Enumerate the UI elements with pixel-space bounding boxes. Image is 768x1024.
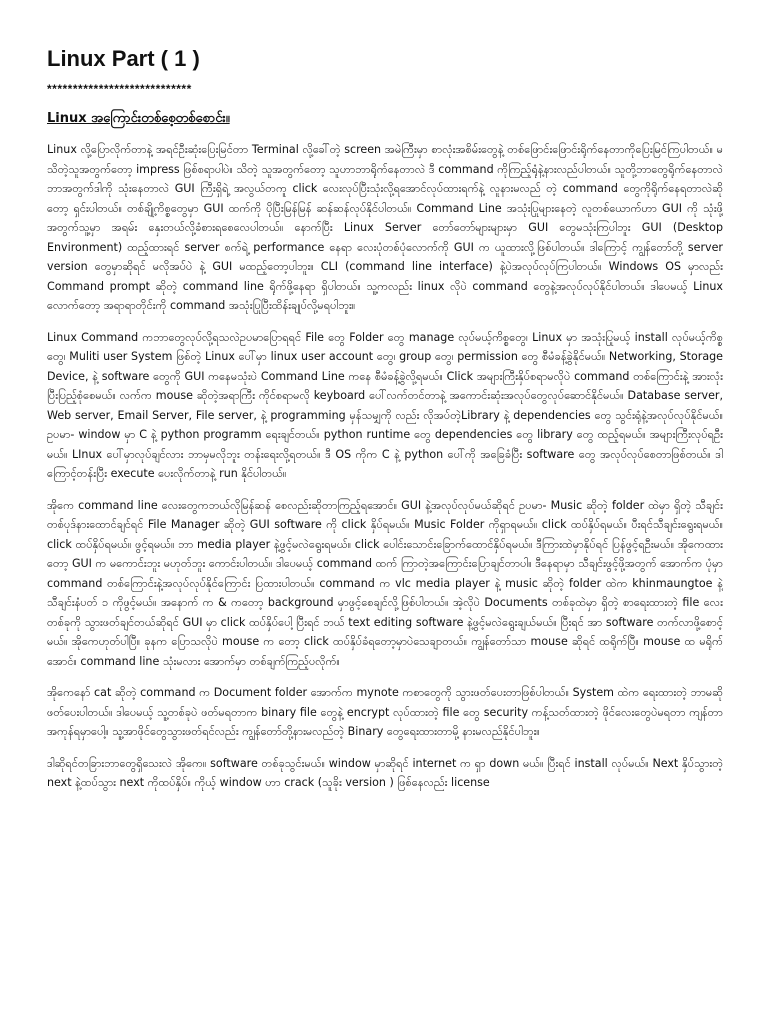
paragraph-command-line-speed: အိုကေ command line လေးတွေကဘယ်လိုမြန်ဆန် စေလည်းဆိုတာကြည့်ရအောင်။ GUI နဲ့အလုပ်လုပ်မယ်ဆိုရင် ဥပမာ- Music ဆိုတဲ့ folder ထဲမှာ ရှိတဲ့ သီချင်းတစ်ပုဒ်နားထောင်ချင်ရင် File Manager ဆိုတဲ့ GUI software ကို click နှိပ်ရမယ်။ Music Folder ကိုရှာရမယ်။ click ထပ်နှိပ်ရမယ်။ ပီးရင်သီချင်းရွေးရမယ်။ click ထပ်နှိပ်ရမယ်။ ဖွင့်ရမယ်။ ဘာ media player နဲ့ဖွင့်မလဲရွေးရမယ်။ click ပေါင်းသောင်းခြောက်ထောင်နှိပ်ရမယ်။ ဒီကြားထဲမှာနိုပ်ရင် ပြန်ဖွင့်ရဦးမယ်။ အိုကေထားတော့ GUI က မကောင်းဘူး မဟုတ်ဘူး ကောင်းပါတယ်။ ဒါပေမယ့် command ထက် ကြာတဲ့အကြောင်းပြောချင်တာပါ။ ဒီနေရာမှာ သီချင်းဖွင့်ဖို့အတွက် အောက်က ပုံမှာ command တစ်ကြောင်းနဲ့အလုပ်လုပ်နိုင်ကြောင်း ပြထားပါတယ်။ command က vlc media player နဲ့ music ဆိုတဲ့ folder ထဲက khinmaungtoe နဲ့ သီချင်းနံပတ် ၁ ကိုဖွင့်မယ်။ အနောက် က & ကတော့ background မှာဖွင့်စေချင်လို့ဖြစ်ပါတယ်။ အဲ့လိုပဲ Documents တစ်ခုထဲမှာ ရှိတဲ့ စာရေးထားတဲ့ file လေးတစ်ခုကို သွားဖတ်ချင်တယ်ဆိုရင် GUI မှာ click ထပ်နှိပ်ပေါ့ ပြီးရင် ဘယ် text editing software နဲ့ဖွင့်မလဲရွေးချယ်မယ်။ ပြီးရင် အာ software တက်လာဖို့စောင့်မယ်။ အိုကေဟုတ်ပါပြီ။ ခုနက ပြောသလိုပဲ mouse က တော့ click ထပ်နှိပ်ခံရတော့မှာပဲသေချာတယ်။ ကျွန်တော်သာ mouse ဆိုရင် ထရိုက်ပြီ။ mouse ထ မရိုက်အောင်။ command line သုံးမလား အောက်မှာ တစ်ချက်ကြည့်ပလိုက်။ bbox=[47, 498, 723, 668]
document-page bbox=[47, 44, 723, 1014]
document-title: Linux Part ( 1 ) bbox=[47, 46, 200, 71]
paragraph-software-install: ဒါဆိုရင်တခြားဘာတွေရှိသေးလဲ အိုကေ။ software တစ်ခုသွင်းမယ်။ window မှာဆိုရင် internet က ရှာ down မယ်။ ပြီးရင် install လုပ်မယ်။ Next နှိပ်သွားတဲ့ next နဲ့ထပ်သွား next ကိုထပ်နှိပ်။ ကိုယ့် window ဟာ crack (သူခိုး version ) ဖြစ်နေလည်း license bbox=[47, 756, 723, 789]
paragraph-linux-command-uses: Linux Command ကဘာတွေလုပ်လို့ရသလဲဥပမာပြောရရင် File တွေ Folder တွေ manage လုပ်မယ့်ကိစ္စတွေ၊ Linux မှာ အသုံးပြုမယ့် install လုပ်မယ့်ကိစ္စတွေ၊ Muliti user System ဖြစ်တဲ့ Linux ပေါ်မှာ linux user account တွေ၊ group တွေ၊ permission တွေ စီမံခန့်ခွဲနိုင်မယ်။ Networking, Storage Device, နဲ့ software တွေကို GUI ကနေမသုံးပဲ Command Line ကနေ စီမံခန့်ခွဲလို့ရမယ်။ Click အများကြီးနှိပ်စရာမလိုပဲ command တစ်ကြောင်းနဲ့ အားလုံးပြီးပြည့်စုံစေမယ်။ လက်က mouse ဆိုတဲ့အရာကြီး ကိုင်စရာမလို keyboard ပေါ်လက်တင်တာနဲ့ အကောင်းဆုံးအလုပ်တွေလုပ်ဆောင်နိုင်မယ်။ Database server, Web server, Email Server, File server, နဲ့ programming မှန်သမျှကို လည်း လိုအပ်တဲ့Library နဲ့ dependencies တွေ သွင်းရုံနဲ့အလုပ်လုပ်နိုင်မယ်။ ဥပမာ- window မှာ C နဲ့ python programm ရေးချင်တယ်။ python runtime တွေ dependencies တွေ library တွေ ထည့်ရမယ်။ အများကြီးလုပ်ရဦးမယ်။ LInux ပေါ်မှာလုပ်ချင်လား ဘာမှမလိုဘူး တန်းရေးလို့ရတယ်။ ဒီ OS ကိုက C နဲ့ python ပေါ်ကို အခြေခံပြီး software တွေ အလုပ်လုပ်စေတာဖြစ်တယ်။ ဒါကြောင့်တန်းပြီး execute ပေးလိုက်တာနဲ့ run နိုင်ပါတယ်။ bbox=[47, 330, 723, 480]
section-heading: Linux အကြောင်းတစ်စေ့တစ်စောင်း။ bbox=[47, 111, 230, 126]
paragraph-cat-command: အိုကေနော် cat ဆိုတဲ့ command က Document folder အောက်က mynote ကစာတွေကို သွားဖတ်ပေးတာဖြစ်ပါတယ်။ System ထဲက ရေးထားတဲ့ ဘာမဆိုဖတ်ပေးပါတယ်။ ဒါပေမယ့် သူ့တစ်ခုပဲ ဖတ်မရတာက binary file တွေနဲ့ encrypt လုပ်ထားတဲ့ file တွေ security ကန့်သတ်ထားတဲ့ ဖိုင်လေးတွေပဲမရတာ ကျန်တာအကုန်ရမှာပေါ့။ သူ့အာဖိုင်တွေသွားဖတ်ရင်လည်း ကျွန်တော်တို့နားမလည်တဲ့ Binary တွေရေးထားတာမို့ နားမလည်နိုင်ပါဘူး။ bbox=[47, 686, 723, 738]
paragraph-intro: Linux လို့ပြောလိုက်တာနဲ့ အရင်ဦးဆုံးပြေးမြင်တာ Terminal လို့ခေါ်တဲ့ screen အမဲကြီးမှာ စာလုံးအစိမ်းတွေနဲ့ တစ်ဖြောင်းဖြောင်းရိုက်နေတာကိုပြေးမြင်ကြပါတယ်။ မသိတဲ့သူအတွက်တော့ impress ဖြစ်စရာပါပဲ။ သိတဲ့ သူအတွက်တော့ သူဟာဘာရိုက်နေတာလဲ ဒီ command ကိုကြည့်ရုံနဲ့နားလည်ပါတယ်။ သူတို့ဘာတွေရိုက်နေတာလဲ ဘာအတွက်ဒါကို သုံးနေတာလဲ GUI ကြီးရှိရဲ့ အလွယ်တကူ click လေးလုပ်ပြီးသုံးလို့ရအောင်လုပ်ထားရက်နဲ့ လူနားမလည် တဲ့ command တွေကိုရိုက်နေရတာလဲဆိုတော့ ရှင်းပါတယ်။ တစ်ချို့ကိစ္စတွေမှာ GUI ထက်ကို ပိုပြီးမြန်မြန် ဆန်ဆန်လုပ်နိုင်ပါတယ်။ Command Line အသုံးပြုများနေတဲ့ လူတစ်ယောက်ဟာ GUI ကို သုံးဖို့အတွက်သူ့မှာ အရမ်း နှေးတယ်လို့ခံစားရစေလေပါတယ်။ နောက်ပြီး Linux Server တော်တော်များများမှာ GUI တွေမသုံးကြပါဘူး GUI (Desktop Environment) ထည့်ထားရင် server စက်ရဲ့ performance နေရာ လေးပုံတစ်ပုံလောက်ကို GUI က ယူထားလို့ဖြစ်ပါတယ်။ ဒါကြောင့် ကျွန်တော်တို့ server version တွေမှာဆိုရင် မလိုအပ်ပဲ နဲ့ GUI မထည့်တော့ပါဘူး။ CLI (command line interface) နဲ့ပဲအလုပ်လုပ်ကြပါတယ်။ Windows OS မှာလည်း Command prompt ဆိုတဲ့ command line ရိုက်ဖို့နေရာ ရှိပါတယ်။ သူ့ကလည်း linux လိုပဲ command တွေနဲ့အလုပ်လုပ်နိုင်ပါတယ်။ ဒါပေမယ့် Linux လောက်တော့ အရာရာတိုင်းကို command အသုံးပြုပြီးထိန်းချုပ်လို့မရပါဘူး။ bbox=[47, 143, 723, 312]
title-separator: **************************** bbox=[47, 82, 192, 96]
